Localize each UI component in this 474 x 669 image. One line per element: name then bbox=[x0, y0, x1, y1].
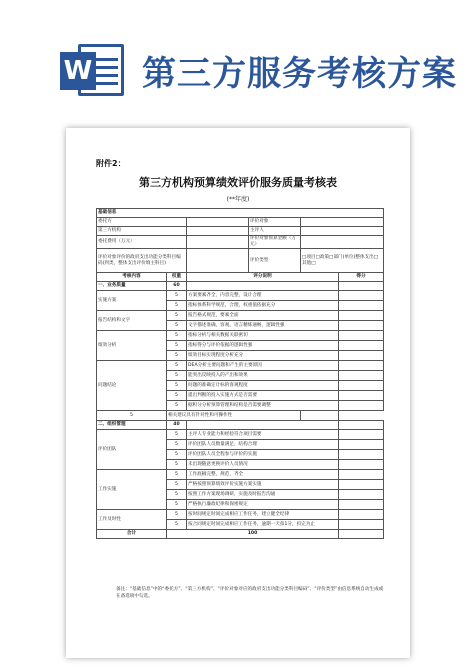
table-cell bbox=[187, 421, 339, 430]
row-score bbox=[339, 391, 384, 401]
basic-info-value bbox=[187, 218, 249, 227]
row-description: 按合同规定时间完成相应工作任务，逾期一天扣1分，扣完为止 bbox=[187, 520, 339, 530]
category-label: 工作及时性 bbox=[97, 510, 167, 530]
row-weight: 5 bbox=[167, 450, 187, 460]
row-score bbox=[339, 361, 384, 371]
basic-info-heading: 基础信息 bbox=[97, 209, 384, 218]
table-row bbox=[97, 421, 384, 430]
row-score bbox=[339, 291, 384, 301]
basic-info-value bbox=[301, 236, 384, 249]
row-description: 相关建议具有针对性和可操作性 bbox=[167, 411, 301, 421]
row-score bbox=[339, 331, 384, 341]
row-weight: 5 bbox=[167, 490, 187, 500]
footnote: 备注：“基础信息”中的“委托方”、“第三方机构”、“评价对象对应的政府支出功能分类科目编码”、“评价类型”由信息系统自动生成或在备选项中勾选。 bbox=[116, 587, 384, 599]
table-row bbox=[97, 218, 384, 227]
row-score bbox=[339, 490, 384, 500]
total-label: 合计 bbox=[97, 530, 167, 539]
table-row bbox=[97, 249, 384, 273]
row-weight: 5 bbox=[167, 401, 187, 411]
row-score bbox=[339, 470, 384, 480]
category-label: 实施方案 bbox=[97, 291, 167, 311]
word-logo-letter: W bbox=[60, 52, 96, 90]
row-weight: 5 bbox=[97, 411, 167, 421]
row-description: 未出现随意更换评价人员情况 bbox=[187, 460, 339, 470]
year-label: (**年度) bbox=[226, 196, 250, 203]
table-row bbox=[97, 530, 384, 539]
row-weight: 5 bbox=[167, 440, 187, 450]
row-score bbox=[339, 341, 384, 351]
section-weight: 40 bbox=[167, 421, 187, 430]
header-banner bbox=[0, 0, 474, 120]
basic-info-label: 委托方 bbox=[97, 218, 187, 227]
row-description: 能突出反映投入的产出和效果 bbox=[187, 371, 339, 381]
table-row bbox=[97, 227, 384, 236]
row-score bbox=[339, 401, 384, 411]
form-title: 第三方机构预算绩效评价服务质量考核表 bbox=[139, 176, 337, 189]
row-description: 提出判断的投入实施方式是否需要 bbox=[187, 391, 339, 401]
row-weight: 5 bbox=[167, 520, 187, 530]
category-label: 问题结论 bbox=[97, 361, 167, 411]
table-row bbox=[97, 236, 384, 249]
row-weight: 5 bbox=[167, 321, 187, 331]
row-weight: 5 bbox=[167, 371, 187, 381]
row-score bbox=[339, 371, 384, 381]
row-description: 文字描述准确，客观，语言精炼通畅，逻辑性强 bbox=[187, 321, 339, 331]
table-row bbox=[97, 282, 384, 291]
row-description: 按照工作方案现场调研，实施及时报告沟通 bbox=[187, 490, 339, 500]
row-description: 严格执行廉政纪律和保密规定 bbox=[187, 500, 339, 510]
basic-info-label: 评价对象 bbox=[249, 218, 301, 227]
table-cell bbox=[339, 530, 384, 539]
row-score bbox=[339, 321, 384, 331]
table-cell bbox=[339, 421, 384, 430]
assessment-table bbox=[96, 208, 384, 539]
row-weight: 5 bbox=[167, 430, 187, 440]
row-score bbox=[339, 430, 384, 440]
row-weight: 5 bbox=[167, 391, 187, 401]
row-weight: 5 bbox=[167, 341, 187, 351]
header-content: 考核内容 bbox=[97, 273, 167, 282]
row-description: 绩效目标实现程度分析充分 bbox=[187, 351, 339, 361]
table-row bbox=[97, 361, 384, 371]
row-description: 按时间规定时间完成相应工作任务，建立健全纪律 bbox=[187, 510, 339, 520]
header-score-desc: 评分说明 bbox=[187, 273, 339, 282]
row-description: 据积分分析预算管理和结构是否需要调整 bbox=[187, 401, 339, 411]
row-description: 指标得分与评价依据的逻辑性强 bbox=[187, 341, 339, 351]
table-row bbox=[97, 470, 384, 480]
row-weight: 5 bbox=[167, 460, 187, 470]
row-score bbox=[339, 311, 384, 321]
document-page bbox=[66, 128, 410, 658]
row-description: 评价团队人员数量满足，结构合理 bbox=[187, 440, 339, 450]
table-row bbox=[97, 273, 384, 282]
basic-info-label: 第三方机构 bbox=[97, 227, 187, 236]
row-weight: 5 bbox=[167, 381, 187, 391]
row-description: 指标分析与相关数据关联密切 bbox=[187, 331, 339, 341]
row-score bbox=[339, 301, 384, 311]
header-weight: 权重 bbox=[167, 273, 187, 282]
row-score bbox=[339, 440, 384, 450]
annex-label: 附件2： bbox=[96, 159, 126, 168]
row-score bbox=[339, 450, 384, 460]
table-row bbox=[97, 411, 384, 421]
row-score bbox=[339, 500, 384, 510]
row-description: 方案要素齐全，内容完整，设计合理 bbox=[187, 291, 339, 301]
row-description: 报告格式规范，要素全面 bbox=[187, 311, 339, 321]
row-weight: 5 bbox=[167, 470, 187, 480]
row-score bbox=[301, 411, 339, 421]
row-description: DEA分析主要问题和产生的主要原因 bbox=[187, 361, 339, 371]
row-description: 工作底稿完整，规范，齐全 bbox=[187, 470, 339, 480]
document-title: 第三方服务考核方案 bbox=[142, 54, 457, 94]
row-score bbox=[339, 520, 384, 530]
basic-info-label: 委托费用（万元） bbox=[97, 236, 187, 249]
row-weight: 5 bbox=[167, 500, 187, 510]
row-weight: 5 bbox=[167, 291, 187, 301]
category-label: 绩效分析 bbox=[97, 331, 167, 361]
row-weight: 5 bbox=[167, 351, 187, 361]
category-label: 评价团队 bbox=[97, 430, 167, 470]
basic-info-value bbox=[301, 227, 384, 236]
category-label: 报告结构和文字 bbox=[97, 311, 167, 331]
table-row bbox=[97, 291, 384, 301]
header-score: 得分 bbox=[339, 273, 384, 282]
basic-info-label: 评价对象预算金额（万元） bbox=[249, 236, 301, 249]
table-cell bbox=[187, 282, 339, 291]
table-row bbox=[97, 510, 384, 520]
row-description: 指标体系科学规范，合理，权重值依据充分 bbox=[187, 301, 339, 311]
row-description: 主评人专业能力和经验符合项目需要 bbox=[187, 430, 339, 440]
row-score bbox=[339, 351, 384, 361]
table-cell bbox=[339, 282, 384, 291]
row-weight: 5 bbox=[167, 510, 187, 520]
table-row bbox=[97, 209, 384, 218]
basic-info-value bbox=[301, 218, 384, 227]
row-score bbox=[339, 510, 384, 520]
section-label: 一、业务质量 bbox=[97, 282, 167, 291]
row-weight: 5 bbox=[167, 331, 187, 341]
basic-info-label: 评价对象评价的政府支出功能分类科目编码(到类，整体支出评价填主科目) bbox=[97, 249, 187, 273]
table-row bbox=[97, 331, 384, 341]
row-weight: 5 bbox=[167, 361, 187, 371]
row-description: 问题的准确定计标的客观程度 bbox=[187, 381, 339, 391]
basic-info-value: □项目□政策□部门(单位)整体支出□其他□ bbox=[301, 249, 384, 273]
basic-info-label: 评价类型 bbox=[249, 249, 301, 273]
row-score bbox=[339, 381, 384, 391]
row-weight: 5 bbox=[167, 301, 187, 311]
row-weight: 5 bbox=[167, 311, 187, 321]
section-label: 二、组织管理 bbox=[97, 421, 167, 430]
row-description: 评价团队人员全程参与评价的实施 bbox=[187, 450, 339, 460]
section-weight: 60 bbox=[167, 282, 187, 291]
table-row bbox=[97, 430, 384, 440]
basic-info-value bbox=[187, 236, 249, 249]
total-weight: 100 bbox=[167, 530, 339, 539]
basic-info-label: 主评人 bbox=[249, 227, 301, 236]
basic-info-value bbox=[187, 227, 249, 236]
row-score bbox=[339, 480, 384, 490]
basic-info-value bbox=[187, 249, 249, 273]
table-row bbox=[97, 311, 384, 321]
category-label: 工作实施 bbox=[97, 470, 167, 510]
row-description: 严格按照预算绩效评价实施方案实施 bbox=[187, 480, 339, 490]
row-score bbox=[339, 460, 384, 470]
row-weight: 5 bbox=[167, 480, 187, 490]
word-icon bbox=[60, 40, 126, 100]
